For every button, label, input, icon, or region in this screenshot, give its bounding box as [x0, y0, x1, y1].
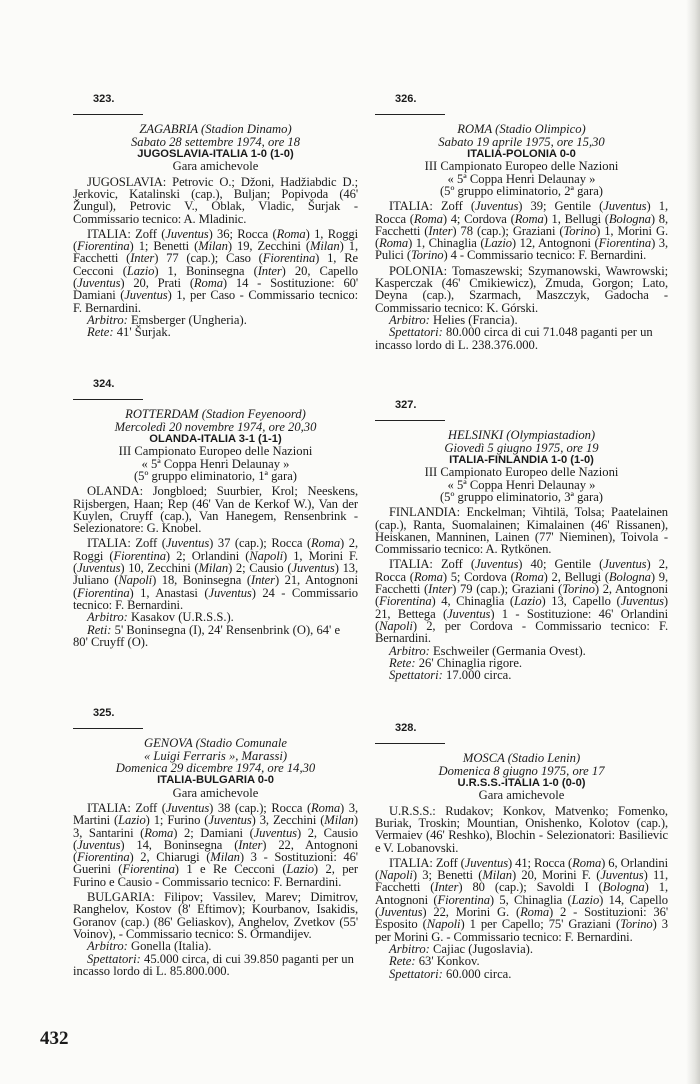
match-number: 325.: [93, 707, 115, 719]
match-competition: (5º gruppo eliminatorio, 2ª gara): [439, 183, 603, 198]
match-venue: ROTTERDAM (Stadion Feyenoord): [125, 407, 306, 422]
match-competition: (5º gruppo eliminatorio, 3ª gara): [439, 489, 603, 504]
note-text: 63' Konkov.: [418, 954, 480, 969]
match-number: 326.: [395, 93, 417, 105]
team-lineup: ITALIA: Zoff (Juventus) 39; Gentile (Juventus) 1, Rocca (Roma) 4; Cordova (Roma) 1, Bellugi (Bologna) 8, Facchetti (Inter) 78 (cap.); Graziani (Torino) 1, Morini G. (Roma) 1, Chinaglia (Lazio) 12, Antognoni (Fiorentina) 3, Pulici (Torino) 4 - Commissario tecnico: F. Bernardini.: [375, 199, 669, 263]
divider: [73, 114, 143, 115]
team-lineup: ITALIA: Zoff (Juventus) 37 (cap.); Rocca (Roma) 2, Roggi (Fiorentina) 2; Orlandini (Napoli) 1, Morini F. (Juventus) 10, Zecchini (Milan) 2; Causio (Juventus) 13, Juliano (Napoli) 18, Boninsegna (Inter) 21, Antognoni (Fiorentina) 1, Anastasi (Juventus) 24 - Commissario tecnico: F. Bernardini.: [73, 536, 359, 612]
match-note: [73, 624, 358, 649]
match-date: Domenica 29 dicembre 1974, ore 14,30: [115, 760, 316, 775]
match-competition: III Campionato Europeo delle Nazioni: [424, 159, 619, 174]
match-entry: [375, 93, 668, 351]
match-competition: III Campionato Europeo delle Nazioni: [424, 465, 619, 480]
team-lineup: ITALIA: Zoff (Juventus) 40; Gentile (Juventus) 2, Rocca (Roma) 5; Cordova (Roma) 2, Bellugi (Bologna) 9, Facchetti (Inter) 79 (cap.); Graziani (Torino) 2, Antognoni (Fiorentina) 4, Chinaglia (Lazio) 13, Capello (Juventus) 21, Bettega (Juventus) 1 - Sostituzione: 46' Orlandini (Napoli) 2, per Cordova - Commissario tecnico: F. Bernardini.: [375, 557, 669, 646]
match-result: ITALIA-POLONIA 0-0: [467, 147, 576, 160]
match-entry: [73, 93, 358, 339]
match-result: OLANDA-ITALIA 3-1 (1-1): [149, 432, 282, 445]
note-text: 5' Boninsegna (I), 24' Rensenbrink (O), 64' e 80' Cruyff (O).: [73, 622, 341, 649]
note-label: Spettatori:: [389, 966, 443, 981]
divider: [73, 399, 143, 400]
note-text: Cajiac (Jugoslavia).: [432, 941, 534, 956]
match-result: JUGOSLAVIA-ITALIA 1-0 (1-0): [137, 147, 294, 160]
match-date: Sabato 19 aprile 1975, ore 15,30: [438, 134, 605, 149]
divider: [375, 114, 445, 115]
note-label: Arbitro:: [87, 610, 128, 625]
team-lineup: ITALIA: Zoff (Juventus) 41; Rocca (Roma) 6, Orlandini (Napoli) 3; Benetti (Milan) 20, Morini F. (Juventus) 11, Facchetti (Inter) 80 (cap.); Savoldi I (Bologna) 1, Antognoni (Fiorentina) 5, Chinaglia (Lazio) 14, Capello (Juventus) 22, Morini G. (Roma) 2 - Sostituzioni: 36' Esposito (Napoli) 1 per Capello; 75' Graziani (Torino) 3 per Morini G. - Commissario tecnico: F. Bernardini.: [375, 855, 668, 944]
note-label: Arbitro:: [389, 941, 430, 956]
note-label: Reti:: [87, 622, 112, 637]
divider: [73, 728, 143, 729]
match-result: ITALIA-FINLANDIA 1-0 (1-0): [449, 453, 594, 466]
note-label: Arbitro:: [87, 312, 128, 327]
match-note: [375, 669, 668, 681]
note-label: Rete:: [389, 655, 416, 670]
match-result: ITALIA-BULGARIA 0-0: [157, 774, 274, 787]
match-competition: Gara amichevole: [478, 788, 565, 803]
team-lineup: BULGARIA: Filipov; Vassilev, Marev; Dimitrov, Ranghelov, Kostov (8' Eftimov); Kourbanov, Isakidis, Goranov (cap.) (86' Geliaskov), Anghelov, Zvetkov (55' Voinov), - Commissario tecnico: S. Ormandijev.: [73, 890, 358, 941]
match-number: 327.: [395, 399, 417, 411]
team-lineup: FINLANDIA: Enckelman; Vihtilä, Tolsa; Paatelainen (cap.), Ranta, Suomalainen; Kimalainen (46' Rissanen), Heiskanen, Manninen, Lainen (77' Nieminen), Toivola - Commissario tecnico: A. Rytkönen.: [375, 505, 668, 557]
note-label: Arbitro:: [87, 939, 128, 954]
match-competition: Gara amichevole: [172, 159, 259, 174]
match-entry: [375, 399, 668, 681]
note-text: 80.000 circa di cui 71.048 paganti per un incasso lordo di L. 238.376.000.: [375, 325, 653, 352]
page-number: 432: [40, 1028, 69, 1049]
note-text: Helies (Francia).: [432, 312, 518, 327]
team-lineup: OLANDA: Jongbloed; Suurbier, Krol; Neeskens, Rijsbergen, Haan; Rep (46' Van de Kerkof W.), Van der Kuylen, Cruyff (cap.), Van Hanegem, Rensenbrink - Selezionatore: G. Knobel.: [73, 484, 358, 536]
match-venue: ZAGABRIA (Stadion Dinamo): [139, 122, 292, 137]
note-label: Spettatori:: [389, 325, 443, 340]
match-competition: (5º gruppo eliminatorio, 1ª gara): [133, 468, 297, 483]
match-number: 324.: [93, 378, 115, 390]
note-text: Eschweiler (Germania Ovest).: [432, 643, 586, 658]
note-text: Gonella (Italia).: [130, 939, 212, 954]
note-text: 17.000 circa.: [446, 668, 512, 683]
team-lineup: POLONIA: Tomaszewski; Szymanowski, Wawrowski; Kasperczak (46' Cmikiewicz), Zmuda, Gorgon; Lato, Deyna (cap.), Szarmach, Maszczyk, Gadocha - Commissario tecnico: K. Górski.: [375, 263, 668, 315]
match-competition: Gara amichevole: [172, 785, 259, 800]
note-label: Spettatori:: [389, 668, 443, 683]
note-text: 45.000 circa, di cui 39.850 paganti per un incasso lordo di L. 85.800.000.: [73, 951, 354, 978]
match-competition: III Campionato Europeo delle Nazioni: [118, 444, 313, 459]
team-lineup: ITALIA: Zoff (Juventus) 38 (cap.); Rocca (Roma) 3, Martini (Lazio) 1; Furino (Juventus) 3, Zecchini (Milan) 3, Santarini (Roma) 2; Damiani (Juventus) 2, Causio (Juventus) 14, Boninsegna (Inter) 22, Antognoni (Fiorentina) 2, Chiarugi (Milan) 3 - Sostituzioni: 46' Guerini (Fiorentina) 1 e Re Cecconi (Lazio) 2, per Furino e Causio - Commissario tecnico: F. Bernardini.: [73, 800, 359, 889]
match-note: [73, 326, 358, 338]
match-entry: [73, 378, 358, 648]
match-date: Sabato 28 settembre 1974, ore 18: [130, 134, 301, 149]
note-label: Spettatori:: [87, 951, 141, 966]
note-text: 60.000 circa.: [446, 966, 512, 981]
match-competition: « 5ª Coppa Henri Delaunay »: [141, 456, 290, 471]
note-text: 26' Chinaglia rigore.: [418, 655, 523, 670]
note-label: Rete:: [389, 954, 416, 969]
match-date: Domenica 8 giugno 1975, ore 17: [438, 763, 605, 778]
match-entry: [375, 722, 668, 980]
match-number: 323.: [93, 93, 115, 105]
note-text: 41' Šurjak.: [116, 325, 171, 340]
match-venue: MOSCA (Stadio Lenin): [462, 751, 581, 766]
match-note: [375, 968, 668, 980]
note-text: Kasakov (U.R.S.S.).: [130, 610, 234, 625]
match-date: Mercoledì 20 novembre 1974, ore 20,30: [114, 419, 317, 434]
match-result: U.R.S.S.-ITALIA 1-0 (0-0): [457, 776, 586, 789]
match-venue: « Luigi Ferraris », Marassi): [143, 748, 288, 763]
match-number: 328.: [395, 722, 417, 734]
team-lineup: JUGOSLAVIA: Petrovic O.; Džoni, Hadžiabdic D.; Jerkovic, Katalinski (cap.), Buljan; Popivoda (46' Žungul), Petrovic V., Oblak, Vladic, Šurjak - Commissario tecnico: A. Mladinic.: [73, 174, 358, 226]
match-venue: ROMA (Stadio Olimpico): [457, 122, 586, 137]
match-note: [73, 953, 358, 978]
note-text: Emsberger (Ungheria).: [130, 312, 247, 327]
divider: [375, 420, 445, 421]
match-date: Giovedì 5 giugno 1975, ore 19: [444, 440, 599, 455]
match-competition: « 5ª Coppa Henri Delaunay »: [447, 477, 596, 492]
match-venue: GENOVA (Stadio Comunale: [144, 736, 287, 751]
match-venue: HELSINKI (Olympiastadion): [447, 428, 596, 443]
match-entry: [73, 707, 358, 977]
note-label: Arbitro:: [389, 312, 430, 327]
note-label: Rete:: [87, 325, 114, 340]
note-label: Arbitro:: [389, 643, 430, 658]
team-lineup: U.R.S.S.: Rudakov; Konkov, Matvenko; Fomenko, Buriak, Troskin; Mountian, Onishenko, Kolotov (cap.), Vermaiev (46' Reshko), Blochin - Selezionatori: Basilievic e V. Lobanovski.: [375, 803, 668, 855]
divider: [375, 743, 445, 744]
match-competition: « 5ª Coppa Henri Delaunay »: [447, 171, 596, 186]
page-edge-shadow: [686, 0, 700, 1084]
match-note: [375, 326, 668, 351]
team-lineup: ITALIA: Zoff (Juventus) 36; Rocca (Roma) 1, Roggi (Fiorentina) 1; Benetti (Milan) 19, Zecchini (Milan) 1, Facchetti (Inter) 77 (cap.); Caso (Fiorentina) 1, Re Cecconi (Lazio) 1, Boninsegna (Inter) 20, Capello (Juventus) 20, Prati (Roma) 14 - Sostituzione: 60' Damiani (Juventus) 1, per Caso - Commissario tecnico: F. Bernardini.: [73, 226, 359, 315]
